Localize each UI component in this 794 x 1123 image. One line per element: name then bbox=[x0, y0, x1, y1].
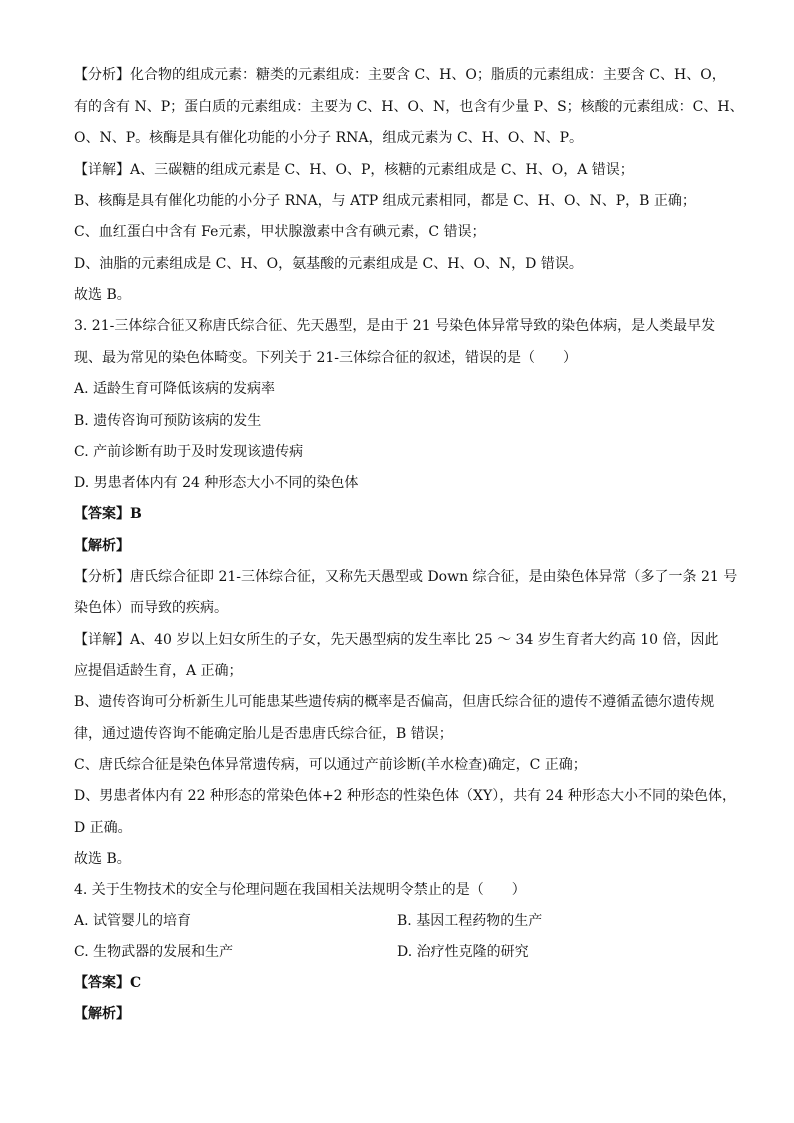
q3-analysis-line-1: 【分析】唐氏综合征即 21-三体综合征，又称先天愚型或 Down 综合征，是由染色体异常（多了一条 21 号 bbox=[74, 569, 738, 585]
question-4-option-a: A. 试管婴儿的培育 bbox=[74, 913, 192, 929]
question-4-option-c: C. 生物武器的发展和生产 bbox=[74, 944, 234, 960]
question-4-option-d: D. 治疗性克隆的研究 bbox=[397, 944, 529, 960]
question-4-stem: 4. 关于生物技术的安全与伦理问题在我国相关法规明令禁止的是（ ） bbox=[74, 882, 526, 898]
q3-detail-line-4: 律，通过遗传咨询不能确定胎儿是否患唐氏综合征，B 错误； bbox=[74, 726, 453, 742]
analysis-line-3: O、N、P。核酶是具有催化功能的小分子 RNA，组成元素为 C、H、O、N、P。 bbox=[74, 130, 584, 146]
detail-line-a: 【详解】A、三碳糖的组成元素是 C、H、O、P，核糖的元素组成是 C、H、O，A 错误； bbox=[74, 162, 634, 178]
q3-analysis-line-2: 染色体）而导致的疾病。 bbox=[74, 600, 228, 616]
question-3-explanation-label: 【解析】 bbox=[74, 538, 130, 554]
analysis-line-2: 有的含有 N、P；蛋白质的元素组成：主要为 C、H、O、N，也含有少量 P、S；核酸的元素组成：C、H、 bbox=[74, 99, 744, 115]
detail-line-b: B、核酶是具有催化功能的小分子 RNA，与 ATP 组成元素相同，都是 C、H、O、N、P，B 正确； bbox=[74, 193, 696, 209]
question-4-option-b: B. 基因工程药物的生产 bbox=[397, 913, 543, 929]
question-3-option-c: C. 产前诊断有助于及时发现该遗传病 bbox=[74, 444, 304, 460]
question-3-option-d: D. 男患者体内有 24 种形态大小不同的染色体 bbox=[74, 475, 359, 491]
q3-answer-choice: 故选 B。 bbox=[74, 851, 131, 867]
question-3-answer: 【答案】B bbox=[74, 506, 142, 522]
question-3-stem-1: 3. 21-三体综合征又称唐氏综合征、先天愚型，是由于 21 号染色体异常导致的染色体病，是人类最早发 bbox=[74, 318, 716, 334]
q3-detail-line-2: 应提倡适龄生育，A 正确； bbox=[74, 663, 243, 679]
detail-line-d: D、油脂的元素组成是 C、H、O，氨基酸的元素组成是 C、H、O、N，D 错误。 bbox=[74, 256, 583, 272]
detail-line-c: C、血红蛋白中含有 Fe元素，甲状腺激素中含有碘元素，C 错误； bbox=[74, 224, 486, 240]
question-3-option-a: A. 适龄生育可降低该病的发病率 bbox=[74, 381, 276, 397]
question-3-option-b: B. 遗传咨询可预防该病的发生 bbox=[74, 413, 262, 429]
q3-detail-line-6: D、男患者体内有 22 种形态的常染色体+2 种形态的性染色体（XY），共有 24 种形态大小不同的染色体， bbox=[74, 788, 736, 804]
question-3-stem-2: 现、最为常见的染色体畸变。下列关于 21-三体综合征的叙述，错误的是（ ） bbox=[74, 350, 577, 366]
q3-detail-line-1: 【详解】A、40 岁以上妇女所生的子女，先天愚型病的发生率比 25 ～ 34 岁生育者大约高 10 倍，因此 bbox=[74, 632, 719, 648]
question-4-answer: 【答案】C bbox=[74, 975, 142, 991]
analysis-line-1: 【分析】化合物的组成元素：糖类的元素组成：主要含 C、H、O；脂质的元素组成：主要含 C、H、O， bbox=[74, 67, 726, 83]
answer-choice: 故选 B。 bbox=[74, 287, 131, 303]
q3-detail-line-7: D 正确。 bbox=[74, 820, 132, 836]
q3-detail-line-3: B、遗传咨询可分析新生儿可能患某些遗传病的概率是否偏高，但唐氏综合征的遗传不遵循孟德尔遗传规 bbox=[74, 694, 715, 710]
question-4-explanation-label: 【解析】 bbox=[74, 1006, 130, 1022]
q3-detail-line-5: C、唐氏综合征是染色体异常遗传病，可以通过产前诊断(羊水检查)确定，C 正确； bbox=[74, 757, 587, 773]
